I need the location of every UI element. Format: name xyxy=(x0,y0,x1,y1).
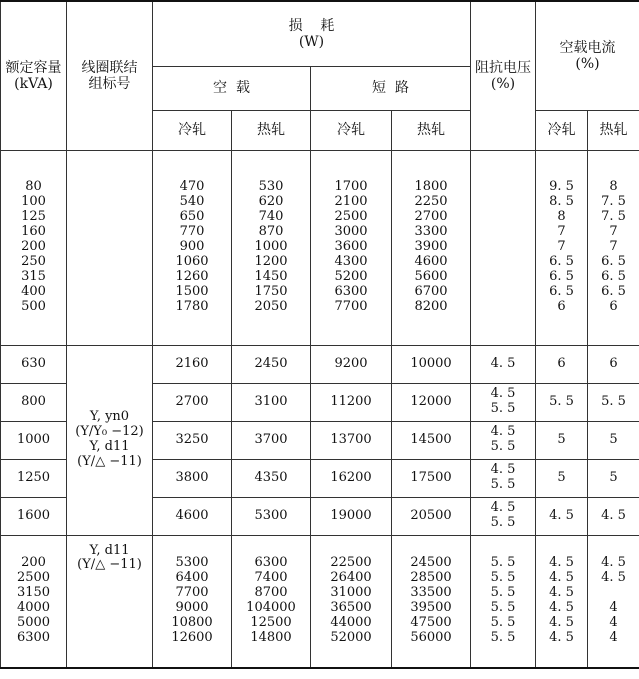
header-impedance-line2: (%) xyxy=(490,75,516,92)
header-current-cold: 冷轧 xyxy=(536,110,588,150)
g3-nl-hot: 7400 xyxy=(254,570,288,586)
g3-sc-hot: 39500 xyxy=(410,600,452,616)
g2-cur-hot: 5. 5 xyxy=(588,383,639,421)
g3-cur-hot xyxy=(611,586,615,601)
g1-cur-cold: 7 xyxy=(557,224,566,240)
g1-sc-hot: 6700 xyxy=(414,283,448,299)
g3-nl-hot: 6300 xyxy=(254,555,288,571)
header-impedance-line1: 阻抗电压 xyxy=(475,59,531,76)
g1-sc-hot: 1800 xyxy=(414,179,448,195)
g1-sc-hot-cell xyxy=(392,150,471,345)
g3-nl-cold: 7700 xyxy=(175,585,209,601)
g1-nl-cold: 900 xyxy=(179,239,205,255)
g1-cur-hot: 7 xyxy=(609,239,618,255)
g2-impedance xyxy=(471,421,536,459)
g1-cur-hot: 8 xyxy=(609,179,618,195)
g1-nl-hot: 530 xyxy=(258,179,284,195)
g1-sc-cold: 6300 xyxy=(334,283,368,299)
g1-sc-cold: 4300 xyxy=(334,253,368,269)
g1-nl-hot: 620 xyxy=(258,194,284,210)
g1-cur-cold: 6. 5 xyxy=(549,268,574,284)
g2-cur-hot: 5 xyxy=(588,459,639,497)
header-impedance xyxy=(471,1,536,150)
g1-capacity: 400 xyxy=(21,283,46,299)
g1-cur-hot: 7. 5 xyxy=(601,194,626,210)
g1-sc-hot: 3900 xyxy=(414,239,448,255)
g1-capacity: 250 xyxy=(21,253,46,269)
g2-sc-cold: 19000 xyxy=(311,497,392,535)
g3-winding-line: (Y/△ −11) xyxy=(77,557,142,573)
g1-cur-hot: 6. 5 xyxy=(601,283,626,299)
g1-winding-cell xyxy=(67,150,153,345)
g2-nl-cold: 3800 xyxy=(153,459,232,497)
g1-nl-hot: 740 xyxy=(258,209,284,225)
g1-nl-hot: 1200 xyxy=(254,253,288,269)
g3-nl-hot: 12500 xyxy=(250,615,292,631)
g2-sc-cold: 13700 xyxy=(311,421,392,459)
g1-capacity-cell xyxy=(1,150,67,345)
g3-sc-cold: 26400 xyxy=(330,570,372,586)
g3-sc-cold: 31000 xyxy=(330,585,372,601)
g1-nl-cold: 1060 xyxy=(175,253,209,269)
g2-impedance-value: 5. 5 xyxy=(490,401,516,416)
g1-cur-cold: 7 xyxy=(557,239,566,255)
g1-sc-cold: 3000 xyxy=(334,224,368,240)
g1-nl-hot: 870 xyxy=(258,224,284,240)
g3-cur-cold: 4. 5 xyxy=(549,555,574,571)
header-winding-line1: 线圈联结 xyxy=(81,59,138,76)
g2-impedance: 4. 5 xyxy=(471,345,536,383)
g2-impedance-value: 5. 5 xyxy=(490,439,516,454)
g3-cur-hot-cell xyxy=(588,535,639,668)
g2-cur-cold: 5 xyxy=(536,421,588,459)
g3-capacity: 4000 xyxy=(16,600,51,616)
header-noload-cold: 冷轧 xyxy=(153,110,232,150)
g3-sc-hot: 47500 xyxy=(410,615,452,631)
g1-cur-hot: 6. 5 xyxy=(601,253,626,269)
g3-cur-cold-cell xyxy=(536,535,588,668)
g2-nl-hot: 4350 xyxy=(232,459,311,497)
g1-cur-cold: 9. 5 xyxy=(549,179,574,195)
header-noload-hot: 热轧 xyxy=(232,110,311,150)
g2-cur-cold: 5. 5 xyxy=(536,383,588,421)
header-capacity xyxy=(1,1,67,150)
g2-cur-hot: 4. 5 xyxy=(588,497,639,535)
g1-capacity: 160 xyxy=(21,224,46,240)
g2-sc-cold: 9200 xyxy=(311,345,392,383)
g2-nl-hot: 5300 xyxy=(232,497,311,535)
g2-cur-cold: 4. 5 xyxy=(536,497,588,535)
g3-cur-cold: 4. 5 xyxy=(549,570,574,586)
g3-sc-cold: 52000 xyxy=(330,630,372,646)
g1-cur-cold: 6. 5 xyxy=(549,283,574,299)
g1-nl-hot-cell xyxy=(232,150,311,345)
g1-capacity: 315 xyxy=(21,268,46,284)
g3-cur-cold: 4. 5 xyxy=(549,615,574,631)
g2-impedance-value: 4. 5 xyxy=(490,500,516,516)
g3-sc-hot-cell xyxy=(392,535,471,668)
g3-impedance: 5. 5 xyxy=(490,585,516,601)
g1-sc-cold: 1700 xyxy=(334,179,368,195)
g2-sc-hot: 17500 xyxy=(392,459,471,497)
g3-nl-cold: 9000 xyxy=(175,600,209,616)
g3-impedance: 5. 5 xyxy=(490,600,516,616)
g3-capacity: 5000 xyxy=(16,615,51,631)
g2-nl-hot: 3100 xyxy=(232,383,311,421)
g3-nl-hot: 14800 xyxy=(250,630,292,646)
g2-capacity: 630 xyxy=(1,345,67,383)
header-current xyxy=(536,1,639,110)
g3-cur-cold: 4. 5 xyxy=(549,630,574,646)
g2-cur-cold: 5 xyxy=(536,459,588,497)
g3-capacity: 2500 xyxy=(16,570,51,586)
g3-sc-cold: 22500 xyxy=(330,555,372,571)
g1-sc-hot: 3300 xyxy=(414,224,448,240)
g2-impedance-value: 5. 5 xyxy=(490,477,516,492)
g3-nl-cold: 6400 xyxy=(175,570,209,586)
g2-sc-hot: 10000 xyxy=(392,345,471,383)
g1-sc-hot: 5600 xyxy=(414,268,448,284)
g1-capacity: 80 xyxy=(25,179,42,195)
header-current-line1: 空载电流 xyxy=(559,39,616,56)
header-sc-cold: 冷轧 xyxy=(311,110,392,150)
g2-impedance-value: 5. 5 xyxy=(490,515,516,530)
g3-nl-cold: 10800 xyxy=(171,615,213,631)
g3-nl-cold: 12600 xyxy=(171,630,213,646)
g1-cur-cold: 8. 5 xyxy=(549,194,574,210)
g1-cur-cold: 8 xyxy=(557,209,566,225)
g3-impedance: 5. 5 xyxy=(490,555,516,571)
g1-sc-hot: 8200 xyxy=(414,298,448,314)
header-loss xyxy=(153,1,471,66)
g1-sc-cold: 2100 xyxy=(334,194,368,210)
g3-capacity: 200 xyxy=(21,555,46,571)
g2-impedance-value: 4. 5 xyxy=(490,462,516,478)
g1-sc-cold: 3600 xyxy=(334,239,368,255)
g1-sc-hot: 2250 xyxy=(414,194,448,210)
header-winding xyxy=(67,1,153,150)
g3-winding-line: Y, d11 xyxy=(89,542,130,558)
g3-sc-cold-cell xyxy=(311,535,392,668)
g1-impedance-cell xyxy=(471,150,536,345)
g2-nl-hot: 3700 xyxy=(232,421,311,459)
g3-cur-hot: 4 xyxy=(609,630,618,646)
g1-capacity: 100 xyxy=(21,194,46,210)
g2-cur-cold: 6 xyxy=(536,345,588,383)
g1-nl-cold: 1500 xyxy=(175,283,209,299)
g1-nl-hot: 1000 xyxy=(254,239,288,255)
g3-capacity-cell xyxy=(1,535,67,668)
g1-nl-cold: 470 xyxy=(179,179,205,195)
g3-nl-cold-cell xyxy=(153,535,232,668)
header-shortcircuit: 短 路 xyxy=(311,66,471,110)
g3-capacity: 3150 xyxy=(16,585,51,601)
g2-winding-line: (Y/Y₀ −12) xyxy=(75,424,144,440)
g1-nl-cold: 650 xyxy=(179,209,205,225)
g2-nl-cold: 3250 xyxy=(153,421,232,459)
g2-winding-line: Y, yn0 xyxy=(89,409,130,425)
g2-capacity: 1000 xyxy=(1,421,67,459)
g2-impedance-value: 4. 5 xyxy=(490,386,516,402)
g1-sc-hot: 4600 xyxy=(414,253,448,269)
g3-nl-cold: 5300 xyxy=(175,555,209,571)
g1-capacity: 200 xyxy=(21,239,46,255)
g2-nl-cold: 2160 xyxy=(153,345,232,383)
g3-cur-cold: 4. 5 xyxy=(549,585,574,601)
g2-nl-cold: 4600 xyxy=(153,497,232,535)
g1-cur-cold: 6 xyxy=(557,298,566,314)
g3-cur-hot: 4 xyxy=(609,615,618,631)
g2-impedance-value: 4. 5 xyxy=(490,424,516,440)
g1-sc-cold: 7700 xyxy=(334,298,368,314)
g3-cur-hot: 4. 5 xyxy=(601,570,626,586)
g3-winding-cell xyxy=(67,535,153,668)
g2-sc-hot: 20500 xyxy=(392,497,471,535)
g3-impedance: 5. 5 xyxy=(490,570,516,586)
g3-sc-hot: 24500 xyxy=(410,555,452,571)
g1-nl-hot: 2050 xyxy=(254,298,288,314)
g3-sc-hot: 33500 xyxy=(410,585,452,601)
g3-sc-hot: 56000 xyxy=(410,630,452,646)
g1-nl-cold-cell xyxy=(153,150,232,345)
g1-cur-hot: 7 xyxy=(609,224,618,240)
g1-nl-cold: 540 xyxy=(179,194,205,210)
g2-sc-cold: 16200 xyxy=(311,459,392,497)
header-current-hot: 热轧 xyxy=(588,110,639,150)
g3-cur-hot: 4. 5 xyxy=(601,555,626,571)
g2-capacity: 1250 xyxy=(1,459,67,497)
g3-sc-cold: 44000 xyxy=(330,615,372,631)
g1-sc-hot: 2700 xyxy=(414,209,448,225)
g3-cur-cold: 4. 5 xyxy=(549,600,574,616)
g3-capacity: 6300 xyxy=(16,630,51,646)
header-winding-line2: 组标号 xyxy=(88,75,131,92)
g3-sc-hot: 28500 xyxy=(410,570,452,586)
g1-nl-cold: 770 xyxy=(179,224,205,240)
g1-capacity: 500 xyxy=(21,298,46,314)
g2-sc-hot: 14500 xyxy=(392,421,471,459)
g1-cur-hot-cell xyxy=(588,150,639,345)
g1-nl-hot: 1750 xyxy=(254,283,288,299)
header-noload: 空 载 xyxy=(153,66,311,110)
g1-cur-cold-cell xyxy=(536,150,588,345)
header-sc-hot: 热轧 xyxy=(392,110,471,150)
g1-nl-hot: 1450 xyxy=(254,268,288,284)
g1-sc-cold-cell xyxy=(311,150,392,345)
g2-nl-hot: 2450 xyxy=(232,345,311,383)
g3-impedance: 5. 5 xyxy=(490,630,516,646)
g2-winding-line: Y, d11 xyxy=(89,439,130,454)
g1-capacity: 125 xyxy=(21,209,46,225)
g2-impedance xyxy=(471,497,536,535)
header-capacity-line1: 额定容量 xyxy=(5,59,62,76)
g2-sc-hot: 12000 xyxy=(392,383,471,421)
g2-capacity: 800 xyxy=(1,383,67,421)
g2-winding-cell xyxy=(67,345,153,535)
g3-nl-hot: 104000 xyxy=(246,600,296,616)
header-current-line2: (%) xyxy=(575,55,600,72)
header-loss-line2: (W) xyxy=(298,33,325,50)
g2-nl-cold: 2700 xyxy=(153,383,232,421)
g3-nl-hot-cell xyxy=(232,535,311,668)
g1-cur-hot: 7. 5 xyxy=(601,209,626,225)
g1-cur-hot: 6. 5 xyxy=(601,268,626,284)
g1-sc-cold: 2500 xyxy=(334,209,368,225)
header-loss-line1: 损 耗 xyxy=(288,17,335,34)
g1-cur-cold: 6. 5 xyxy=(549,253,574,269)
g3-sc-cold: 36500 xyxy=(330,600,372,616)
g1-nl-cold: 1780 xyxy=(175,298,209,314)
g2-winding-line: (Y/△ −11) xyxy=(77,453,142,469)
g1-nl-cold: 1260 xyxy=(175,268,209,284)
header-capacity-line2: (kVA) xyxy=(14,75,53,92)
g3-cur-hot: 4 xyxy=(609,600,618,616)
g3-nl-hot: 8700 xyxy=(254,585,288,601)
g2-cur-hot: 5 xyxy=(588,421,639,459)
g2-sc-cold: 11200 xyxy=(311,383,392,421)
g1-sc-cold: 5200 xyxy=(334,268,368,284)
g2-impedance xyxy=(471,383,536,421)
g2-impedance xyxy=(471,459,536,497)
g2-capacity: 1600 xyxy=(1,497,67,535)
g2-cur-hot: 6 xyxy=(588,345,639,383)
g3-impedance: 5. 5 xyxy=(490,615,516,631)
g1-cur-hot: 6 xyxy=(609,298,618,314)
g3-impedance-cell xyxy=(471,535,536,668)
